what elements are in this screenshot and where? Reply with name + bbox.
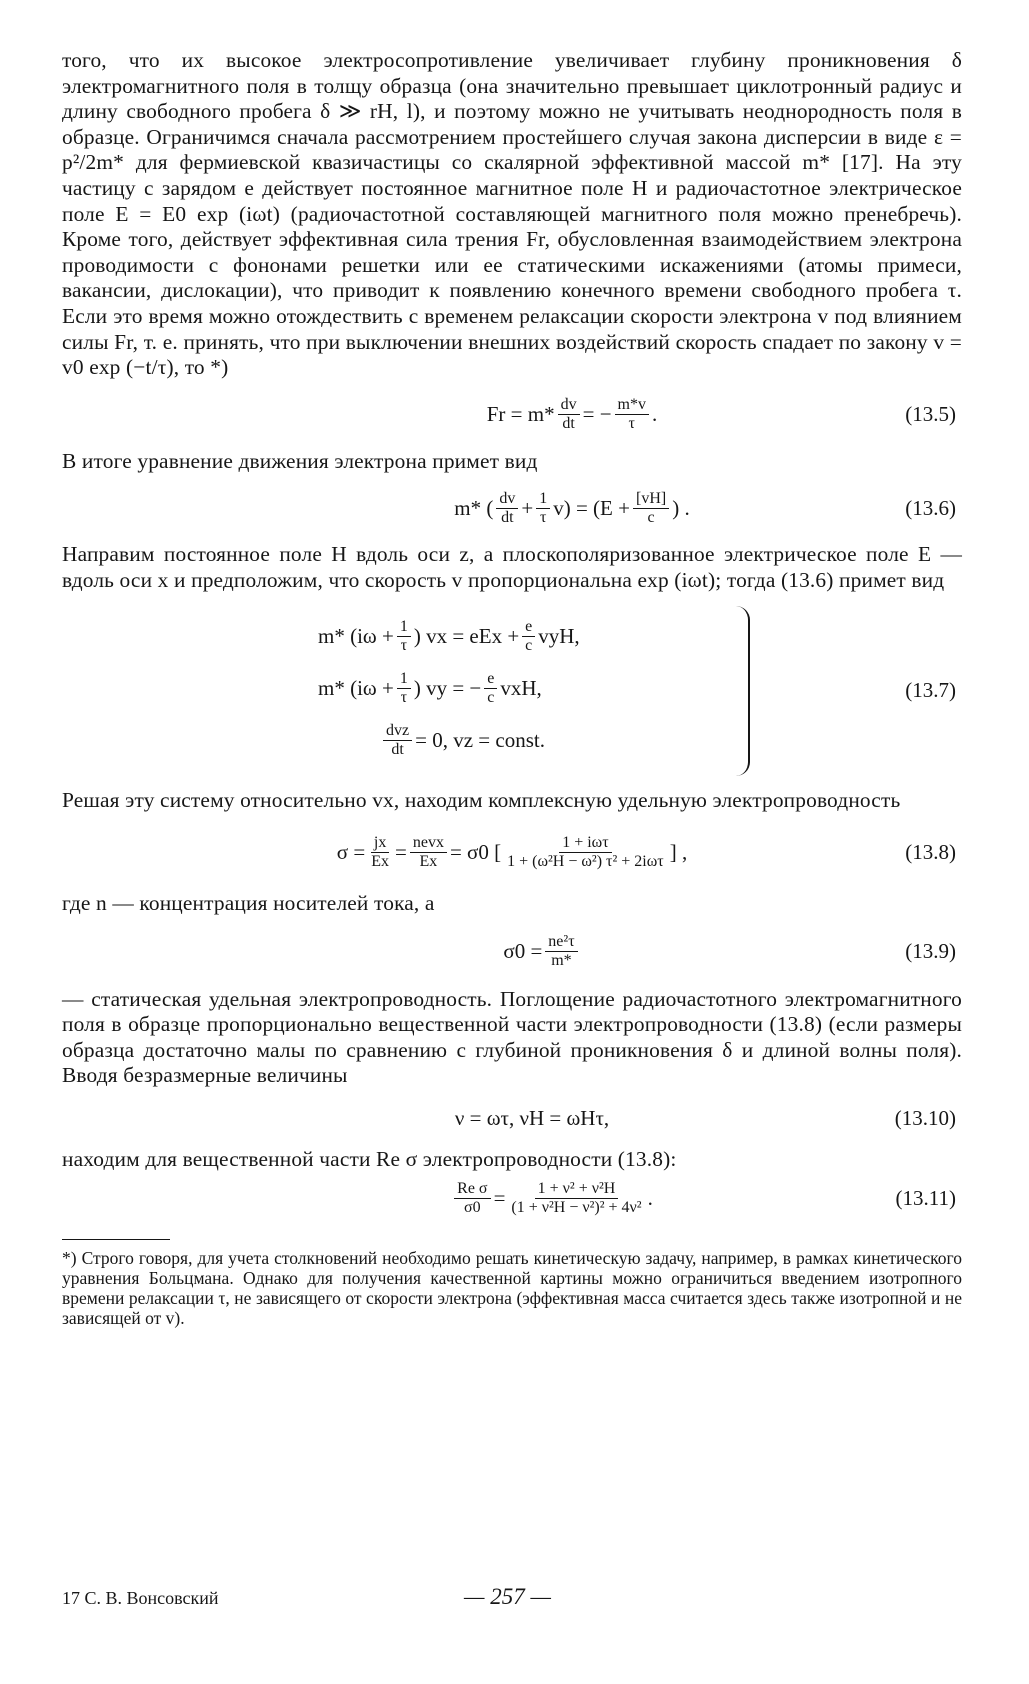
system-row-2: m* (iω + $\frac{1}{\tau}$ ) vy = − $\frac{e}{c}$ vxH,	[318, 669, 542, 706]
equation-number: (13.11)	[895, 1186, 956, 1211]
fraction: $\frac{dv}{dt}$	[496, 490, 518, 527]
paragraph-1: того, что их высокое электросопротивление увеличивает глубину проникновения δ электромагнитного поля в толщу образца (она значительно превышает циклотронный радиус и длину свободного пробега δ ≫ rH, l), и поэтому можно не учитывать неоднородность поля в образце. Ограничимся сначала рассмотрением простейшего случая закона дисперсии в виде ε = p²/2m* для фермиевской квазичастицы со скалярной эффективной массой m* [17]. На эту частицу с зарядом e действует постоянное магнитное поле H и радиочастотное электрическое поле E = E0 exp (iωt) (радиочастотной составляющей магнитного поля можно пренебречь). Кроме того, действует эффективная сила трения Fr, обусловленная взаимодействием электрона проводимости с фононами решетки или ее статическими искажениями (атомы примеси, вакансии, дислокации), что приводит к появлению конечного времени свободного пробега τ. Если это время можно отождествить с временем релаксации скорости электрона v под влиянием силы Fr, т. е. принять, что при выключении внешних воздействий скорость спадает по закону v = v0 exp (−t/τ), то *)	[62, 48, 962, 380]
fraction: $\frac{\text{Re σ}}{\sigma 0}$	[454, 1180, 490, 1217]
paragraph-4: Решая эту систему относительно vx, находим комплексную удельную электропроводность	[62, 787, 901, 812]
fraction: $\frac{1}{\tau}$	[397, 670, 411, 707]
equation-13-8: σ = $\frac{jx}{Ex}$ = $\frac{\text{nevx}}{Ex}$ = σ0 [ $\frac{\text{1 + iωτ}}{\text{1 + (ω²H − ω²) τ² + 2iωτ}}$ ] , (13.8)	[336, 833, 956, 870]
fraction: $\frac{e}{c}$	[522, 618, 535, 655]
equation-13-6: m* ( $\frac{dv}{dt}$ + $\frac{1}{\tau}$ v) = (E + $\frac{[vH]}{c}$ ) . (13.6)	[454, 489, 956, 526]
equation-13-11: $\frac{\text{Re σ}}{\sigma 0}$ = $\frac{\text{1 + ν² + ν²H}}{\text{(1 + ν²H − ν²)² + 4ν²}}$ . (13.11)	[142, 1173, 962, 1225]
equation-13-9: σ0 = $\frac{\text{ne²τ}}{m*}$ (13.9)	[503, 933, 956, 970]
equation-system	[318, 606, 750, 776]
fraction: $\frac{\text{nevx}}{Ex}$	[410, 834, 447, 871]
fraction: $\frac{\text{ne²τ}}{m*}$	[545, 933, 577, 970]
equation-number: (13.5)	[905, 402, 956, 427]
fraction: $\frac{1}{\tau}$	[536, 490, 550, 527]
equation-number: (13.6)	[905, 495, 956, 520]
paragraph-5: где n — концентрация носителей тока, а	[62, 891, 435, 916]
fraction: $\frac{e}{c}$	[484, 670, 497, 707]
signature-mark: 17 С. В. Вонсовский	[62, 1588, 219, 1608]
fraction: $\frac{jx}{Ex}$	[371, 833, 389, 870]
fraction: $\frac{\text{1 + ν² + ν²H}}{\text{(1 + ν²H − ν²)² + 4ν²}}$	[511, 1180, 642, 1217]
fraction: $\frac{dv}{dt}$	[558, 396, 580, 433]
equation-13-7	[62, 606, 962, 776]
footnote-divider	[62, 1239, 170, 1240]
paragraph-6: — статическая удельная электропроводность. Поглощение радиочастотного электромагнитного поля в образце пропорционально вещественной части электропроводности (13.8) (если размеры образца достаточно малы по сравнению с глубиной проникновения δ и длиной волны поля). Вводя безразмерные величины	[62, 986, 962, 1088]
equation-number: (13.8)	[905, 839, 956, 864]
equation-number: (13.10)	[894, 1105, 956, 1130]
equation-number: (13.9)	[905, 939, 956, 964]
fraction: $\frac{1}{\tau}$	[397, 618, 411, 655]
paragraph-2: В итоге уравнение движения электрона примет вид	[62, 448, 538, 473]
page-body	[62, 48, 962, 1328]
system-row-3: $\frac{\text{dvz}}{dt}$ = 0, vz = const.	[380, 722, 545, 759]
equation-13-5: Fr = m* $\frac{dv}{dt}$ = − $\frac{m*v}{\tau}$ . (13.5)	[486, 396, 956, 433]
page-number: — 257 —	[464, 1584, 551, 1609]
fraction: $\frac{\text{dvz}}{dt}$	[383, 722, 412, 759]
paragraph-3: Направим постоянное поле H вдоль оси z, а плоскополяризованное электрическое поле E — вдоль оси x и предположим, что скорость v пропорциональна exp (iωt); тогда (13.6) примет вид	[62, 542, 962, 592]
footnote: *) Строго говоря, для учета столкновений необходимо решать кинетическую задачу, например, в рамках кинетического уравнения Больцмана. Однако для получения качественной картины можно ограничиться введением изотропного времени релаксации τ, не зависящего от скорости электрона (эффективная масса считается здесь также изотропной и не зависящей от v).	[62, 1247, 962, 1328]
fraction: $\frac{m*v}{\tau}$	[615, 396, 649, 433]
equation-13-10: ν = ωτ, νH = ωHτ, (13.10)	[454, 1105, 956, 1130]
paragraph-7: находим для вещественной части Re σ электропроводности (13.8):	[62, 1147, 677, 1172]
system-row-1: m* (iω + $\frac{1}{\tau}$ ) vx = eEx + $\frac{e}{c}$ vyH,	[318, 617, 580, 654]
fraction: $\frac{\text{1 + iωτ}}{\text{1 + (ω²H − ω²) τ² + 2iωτ}}$	[507, 833, 664, 870]
equation-number: (13.7)	[905, 678, 956, 702]
fraction: $\frac{[vH]}{c}$	[633, 490, 669, 527]
eq-lhs: Fr = m*	[486, 402, 555, 427]
